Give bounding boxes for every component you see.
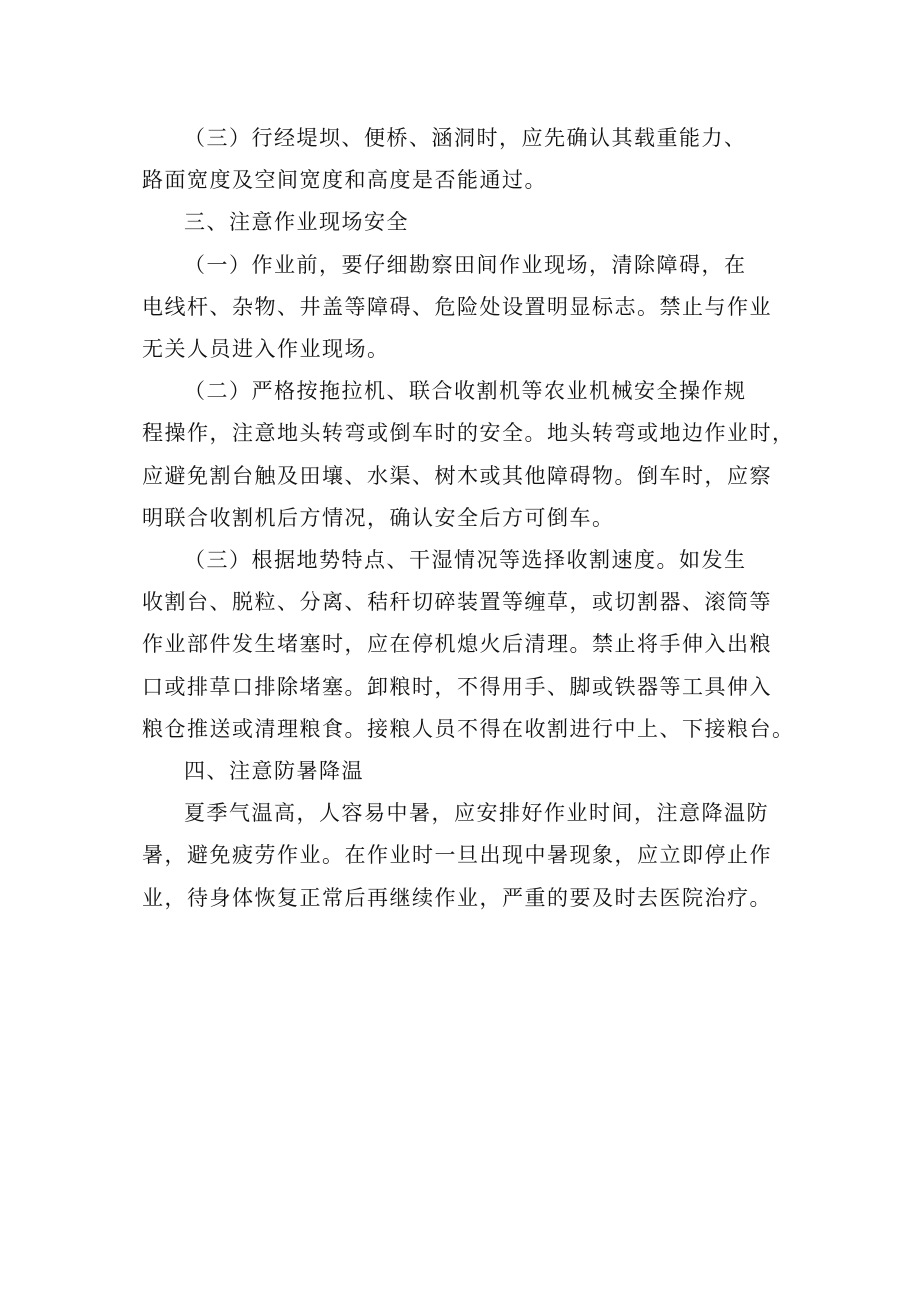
paragraph-before-work bbox=[142, 244, 790, 371]
section-heading: 四、注意防暑降温 bbox=[184, 759, 364, 784]
text-line: 收割台、脱粒、分离、秸秆切碎装置等缠草，或切割器、滚筒等 bbox=[142, 590, 772, 615]
paragraph-summer-heat bbox=[142, 792, 790, 919]
text-line: 程操作，注意地头转弯或倒车时的安全。地头转弯或地边作业时， bbox=[142, 421, 795, 446]
paragraph-bridge-crossing bbox=[142, 117, 790, 201]
text-line: 粮仓推送或清理粮食。接粮人员不得在收割进行中上、下接粮台。 bbox=[142, 716, 795, 741]
text-line: （二）严格按拖拉机、联合收割机等农业机械安全操作规 bbox=[184, 379, 747, 404]
text-line: 作业部件发生堵塞时，应在停机熄火后清理。禁止将手伸入出粮 bbox=[142, 632, 772, 657]
section-heading-heatstroke bbox=[142, 750, 790, 792]
section-heading: 三、注意作业现场安全 bbox=[184, 210, 409, 235]
text-line: 应避免割台触及田壤、水渠、树木或其他障碍物。倒车时，应察 bbox=[142, 463, 772, 488]
document-body bbox=[142, 117, 795, 919]
text-line: 业，待身体恢复正常后再继续作业，严重的要及时去医院治疗。 bbox=[142, 885, 772, 910]
paragraph-harvest-speed bbox=[142, 539, 795, 750]
text-line: 明联合收割机后方情况，确认安全后方可倒车。 bbox=[142, 505, 615, 530]
text-line: （三）根据地势特点、干湿情况等选择收割速度。如发生 bbox=[184, 548, 747, 573]
text-line: （三）行经堤坝、便桥、涵洞时，应先确认其载重能力、 bbox=[184, 126, 747, 150]
text-line: 暑，避免疲劳作业。在作业时一旦出现中暑现象，应立即停止作 bbox=[142, 843, 772, 868]
section-heading-worksite-safety bbox=[142, 201, 790, 243]
paragraph-operating-rules bbox=[142, 370, 795, 539]
text-line: 无关人员进入作业现场。 bbox=[142, 337, 390, 362]
text-line: 口或排草口排除堵塞。卸粮时，不得用手、脚或铁器等工具伸入 bbox=[142, 674, 772, 699]
text-line: 电线杆、杂物、井盖等障碍、危险处设置明显标志。禁止与作业 bbox=[142, 294, 772, 319]
text-line: （一）作业前，要仔细勘察田间作业现场，清除障碍，在 bbox=[184, 252, 747, 277]
text-line: 夏季气温高，人容易中暑，应安排好作业时间，注意降温防 bbox=[184, 801, 769, 826]
text-line: 路面宽度及空间宽度和高度是否能通过。 bbox=[142, 168, 547, 193]
